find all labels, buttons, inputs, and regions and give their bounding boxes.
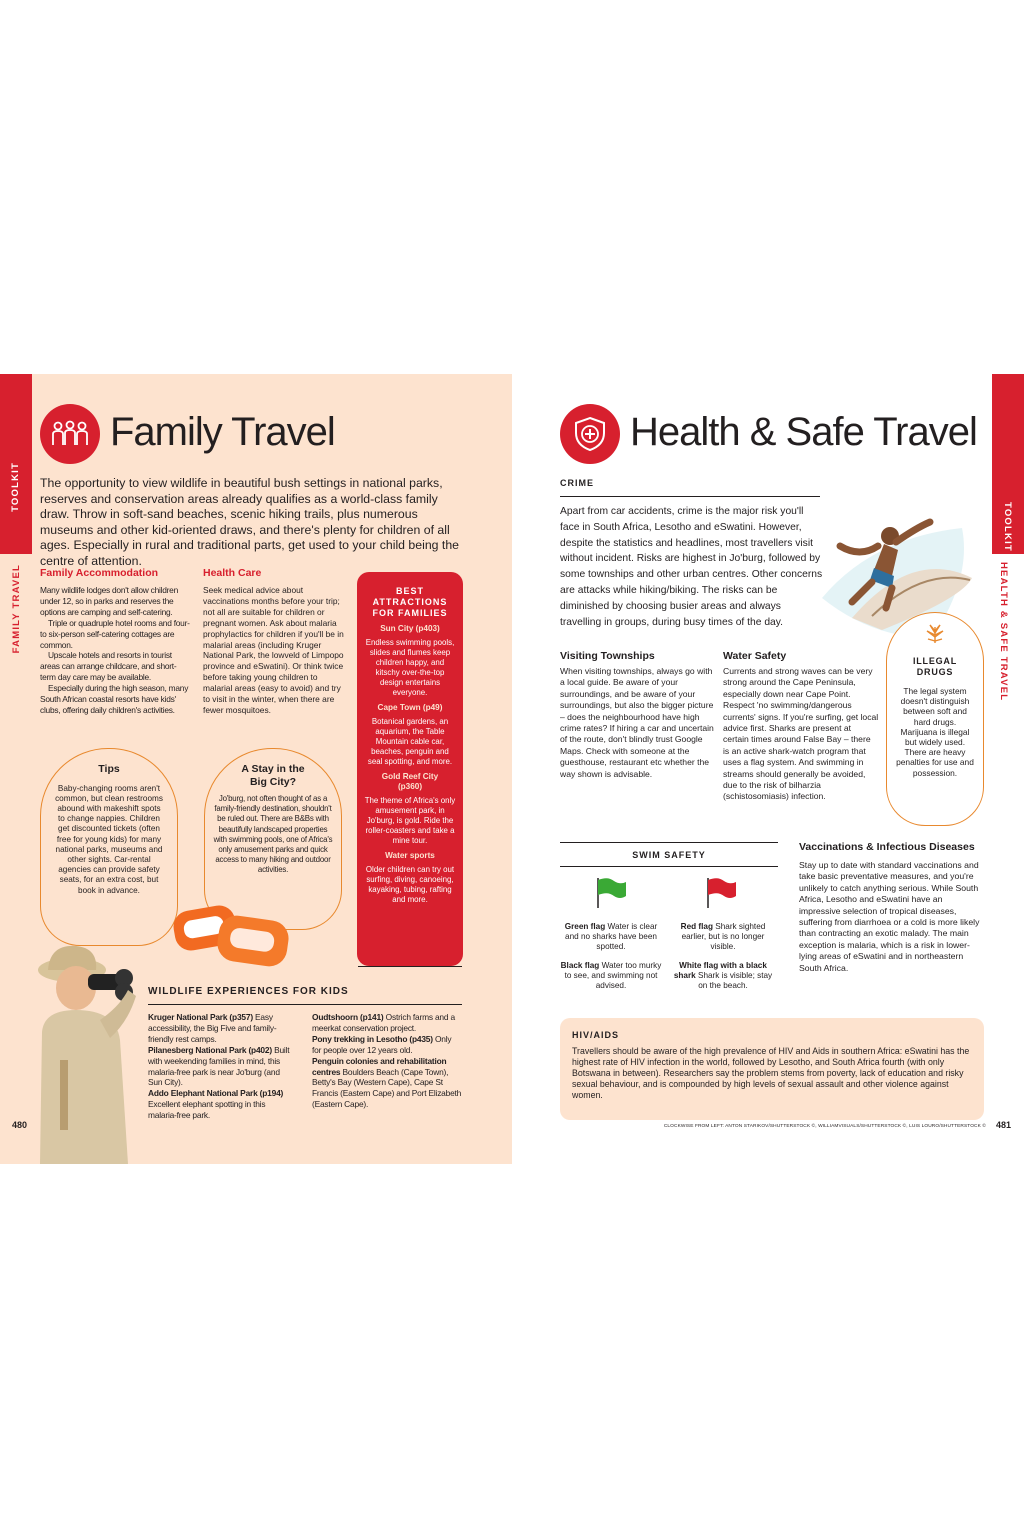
hiv-heading: HIV/AIDS: [572, 1030, 620, 1040]
vaccinations-section: [799, 840, 981, 974]
divider: [148, 1004, 462, 1005]
medical-shield-icon: [560, 404, 620, 464]
vaccinations-text: Stay up to date with standard vaccinations and take basic preventative measures, and you're unlikely to catch anything serious. While South Africa, Lesotho and eSwatini have an impressive selection of tropical diseases, suffering from diarrhoea or a cold is more likely than contracting an exotic malady. The main exception is malaria, which is a risk in lower-lying areas of eSwatini and in northeastern South Africa.: [799, 860, 980, 973]
paragraph: Upscale hotels and resorts in tourist areas can arrange childcare, and short-term day care may be available.: [40, 650, 177, 683]
attraction-name: Sun City (p403): [380, 624, 440, 633]
flag-desc: Water is clear and no sharks have been spotted.: [565, 922, 658, 951]
toolkit-tab-right: [992, 374, 1024, 554]
flag-name: White flag with a black shark: [673, 961, 767, 980]
wildlife-col-1: [148, 1012, 296, 1121]
park-name: Addo Elephant National Park (p194): [148, 1088, 284, 1099]
park-desc: Built with weekending families in mind, this malaria-free park is near Jo'burg (and Sun City).: [148, 1044, 290, 1088]
paragraph: Many wildlife lodges don't allow children under 12, so in parks and reserves the options are camping and self-catering.: [40, 585, 178, 617]
red-flag-icon: [704, 876, 738, 910]
drugs-text: The legal system doesn't distinguish between soft and hard drugs. Marijuana is illegal but widely used. There are heavy penalties for use and possession.: [896, 686, 974, 778]
park-name: Pilanesberg National Park (p402): [148, 1044, 272, 1055]
water-safety-text: Currents and strong waves can be very strong around the Cape Peninsula, especially down near Cape Point. Respect 'no swimming/dangerous currents' signs. If you're surfing, get local advice first. Sharks are present at certain times around False Bay – there is an active shark-watch program that uses a flag system. And swimming in streams should generally be avoided, due to the risk of bilharzia (schistosomiasis) infection.: [723, 666, 879, 802]
armbands-image: [170, 890, 310, 980]
townships-text: When visiting townships, always go with a local guide. Be aware of your surroundings, and be aware of your surroundings, but also the bigger picture – does the neighbourhood have high crime rates? If hiring a car and uncertain of the route, don't blindly trust Google Maps. Check with someone at the guesthouse, restaurant etc whether the way shown is advisable.: [560, 666, 714, 779]
attraction-desc: Endless swimming pools, slides and flumes keep children happy, and kitschy over-the-top design entertains everyone.: [365, 638, 455, 697]
divider: [560, 866, 778, 867]
swim-safety-heading: SWIM SAFETY: [632, 850, 706, 860]
flag-desc: Water too murky to see, and swimming not advised.: [564, 961, 662, 990]
intro-text: The opportunity to view wildlife in beautiful bush settings in national parks, reserves and conservation areas already qualifies as a world-class family draw. Throw in soft-sand beaches, scenic hiking trails, plus numerous museums and other kid-oriented draws, and there's plenty for children of all ages. Especially in rural and traditional parts, get used to your child being the centre of attention.: [40, 476, 460, 568]
attraction-name: Cape Town (p49): [377, 703, 443, 712]
tips-title: Tips: [98, 763, 120, 775]
big-city-title: A Stay in the Big City?: [241, 763, 305, 788]
toolkit-label-right: TOOLKIT: [1002, 502, 1013, 552]
park-desc: Only for people over 12 years old.: [312, 1033, 452, 1055]
family-accommodation-section: [40, 567, 192, 716]
wildlife-col-2: [312, 1012, 462, 1110]
child-explorer-image: [24, 940, 154, 1164]
drugs-title: ILLEGAL DRUGS: [912, 656, 958, 677]
flag-name: Red flag: [680, 922, 713, 931]
section-heading: Health Care: [203, 567, 262, 579]
water-safety-section: [723, 650, 879, 803]
section-heading: Visiting Townships: [560, 650, 655, 662]
park-name: Oudtshoorn (p141): [312, 1012, 384, 1022]
attraction-desc: The theme of Africa's only amusement park, in Jo'burg, is gold. Ride the roller-coasters and take a mine tour.: [364, 796, 456, 845]
paragraph: Seek medical advice about vaccinations months before your trip; not all are suitable for children or pregnant women. Ask about malaria prophylactics for children if you'll be in malarial areas (including Kruger National Park, the lowveld of Limpopo province and eSwatini). Or think twice before taking young children to malarial areas (easy to avoid) and try to visit in the winter, when there are fewer mosquitoes.: [203, 585, 344, 715]
park-desc: Ostrich farms and a meerkat conservation project.: [312, 1012, 455, 1033]
family-icon: [40, 404, 100, 464]
park-desc: Easy accessibility, the Big Five and family-friendly rest camps.: [148, 1012, 277, 1044]
illegal-drugs-box: [886, 612, 984, 826]
family-travel-side-label: FAMILY TRAVEL: [11, 564, 22, 654]
park-desc: Excellent elephant spotting in this malaria-free park.: [148, 1099, 266, 1121]
green-flag-icon: [594, 876, 628, 910]
big-city-text: Jo'burg, not often thought of as a family-friendly destination, shouldn't be ruled out. There are B&Bs with beautifully landscaped properties with swimming pools, one of Africa's only amusement parks and quick access to many hiking and outdoor activities.: [213, 794, 333, 875]
hiv-aids-box: [560, 1018, 984, 1120]
crime-text: Apart from car accidents, crime is the major risk you'll face in South Africa, Lesotho and eSwatini. However, despite the statistics and headlines, most travellers visit without incident. Risks are highest in Jo'burg, followed by some townships and other urban centres. Other concerns are attacks while hiking/biking. The risks can be diminished by choosing busier areas and always travelling in groups, during busy times of the day.: [560, 506, 823, 628]
health-care-section: [203, 567, 349, 716]
toolkit-tab-left: [0, 374, 32, 554]
park-name: Penguin colonies and rehabilitation centres: [312, 1055, 447, 1077]
toolkit-label-left: TOOLKIT: [10, 462, 21, 512]
park-desc: Boulders Beach (Cape Town), Betty's Bay (Western Cape), Cape St Francis (Eastern Cape) and Port Elizabeth (Eastern Cape).: [312, 1066, 462, 1110]
attraction-name: Water sports: [385, 851, 435, 860]
red-flag-caption: [670, 922, 776, 952]
paragraph: Triple or quadruple hotel rooms and four- to six-person self-catering cottages are common.: [40, 617, 190, 650]
page-number-right: 481: [996, 1120, 1012, 1130]
wildlife-section: [148, 986, 468, 997]
black-flag-caption: [558, 961, 664, 991]
best-attractions-heading: BEST ATTRACTIONS FOR FAMILIES: [372, 586, 448, 618]
attraction-desc: Botanical gardens, an aquarium, the Table Mountain cable car, beaches, penguin and seal spotting, and more.: [367, 717, 453, 766]
flag-desc: Shark is visible; stay on the beach.: [697, 971, 773, 990]
white-flag-caption: [670, 961, 776, 991]
page-number-left: 480: [12, 1120, 28, 1130]
page-title: Family Travel: [110, 410, 335, 454]
flag-name: Green flag: [564, 922, 606, 931]
photo-credits: CLOCKWISE FROM LEFT: ANTON STARIKOV/SHUTTERSTOCK ©, WILLIAMVISUALS/SHUTTERSTOCK ©, LUIS LOURO/SHUTTERSTOCK ©: [663, 1124, 986, 1129]
wildlife-heading: WILDLIFE EXPERIENCES FOR KIDS: [148, 986, 349, 997]
divider: [560, 496, 820, 497]
park-name: Pony trekking in Lesotho (p435): [312, 1033, 433, 1044]
park-name: Kruger National Park (p357): [148, 1012, 253, 1022]
tips-box: [40, 748, 178, 946]
health-safe-side-label: HEALTH & SAFE TRAVEL: [998, 562, 1009, 702]
divider: [358, 966, 462, 967]
page-title: Health & Safe Travel: [630, 410, 977, 454]
best-attractions-box: [357, 572, 463, 966]
tips-text: Baby-changing rooms aren't common, but clean restrooms abound with makeshift spots to change nappies. Children get discounted tickets (often free for young kids) for many national parks, museums and other sights. Car-rental agencies can provide safety seats, for an extra cost, but book in advance.: [55, 783, 163, 895]
divider: [560, 842, 778, 843]
section-heading: Water Safety: [723, 650, 787, 662]
attraction-name: Gold Reef City (p360): [381, 772, 439, 791]
flag-desc: Shark sighted earlier, but is no longer visible.: [681, 922, 766, 951]
crime-heading: CRIME: [560, 478, 594, 488]
attraction-desc: Older children can try out surfing, diving, canoeing, kayaking, tubing, rafting and more.: [365, 865, 455, 904]
section-heading: Vaccinations & Infectious Diseases: [799, 841, 975, 853]
section-heading: Family Accommodation: [40, 567, 159, 579]
green-flag-caption: [558, 922, 664, 952]
paragraph: Especially during the high season, many South African coastal resorts have kids' clubs, offering daily children's activities.: [40, 683, 189, 715]
townships-section: [560, 650, 714, 780]
flag-name: Black flag: [560, 961, 600, 970]
hiv-text: Travellers should be aware of the high prevalence of HIV and Aids in southern Africa: eSwatini has the highest rate of HIV infection in the world, followed by Lesotho, and South Africa fourth (with only Botswana in between). Researchers say the problem stems from poverty, lack of education and risky sexual behaviour, and is compounded by high levels of sexual assault and other violence against women.: [572, 1046, 970, 1100]
cannabis-leaf-icon: [887, 621, 983, 652]
